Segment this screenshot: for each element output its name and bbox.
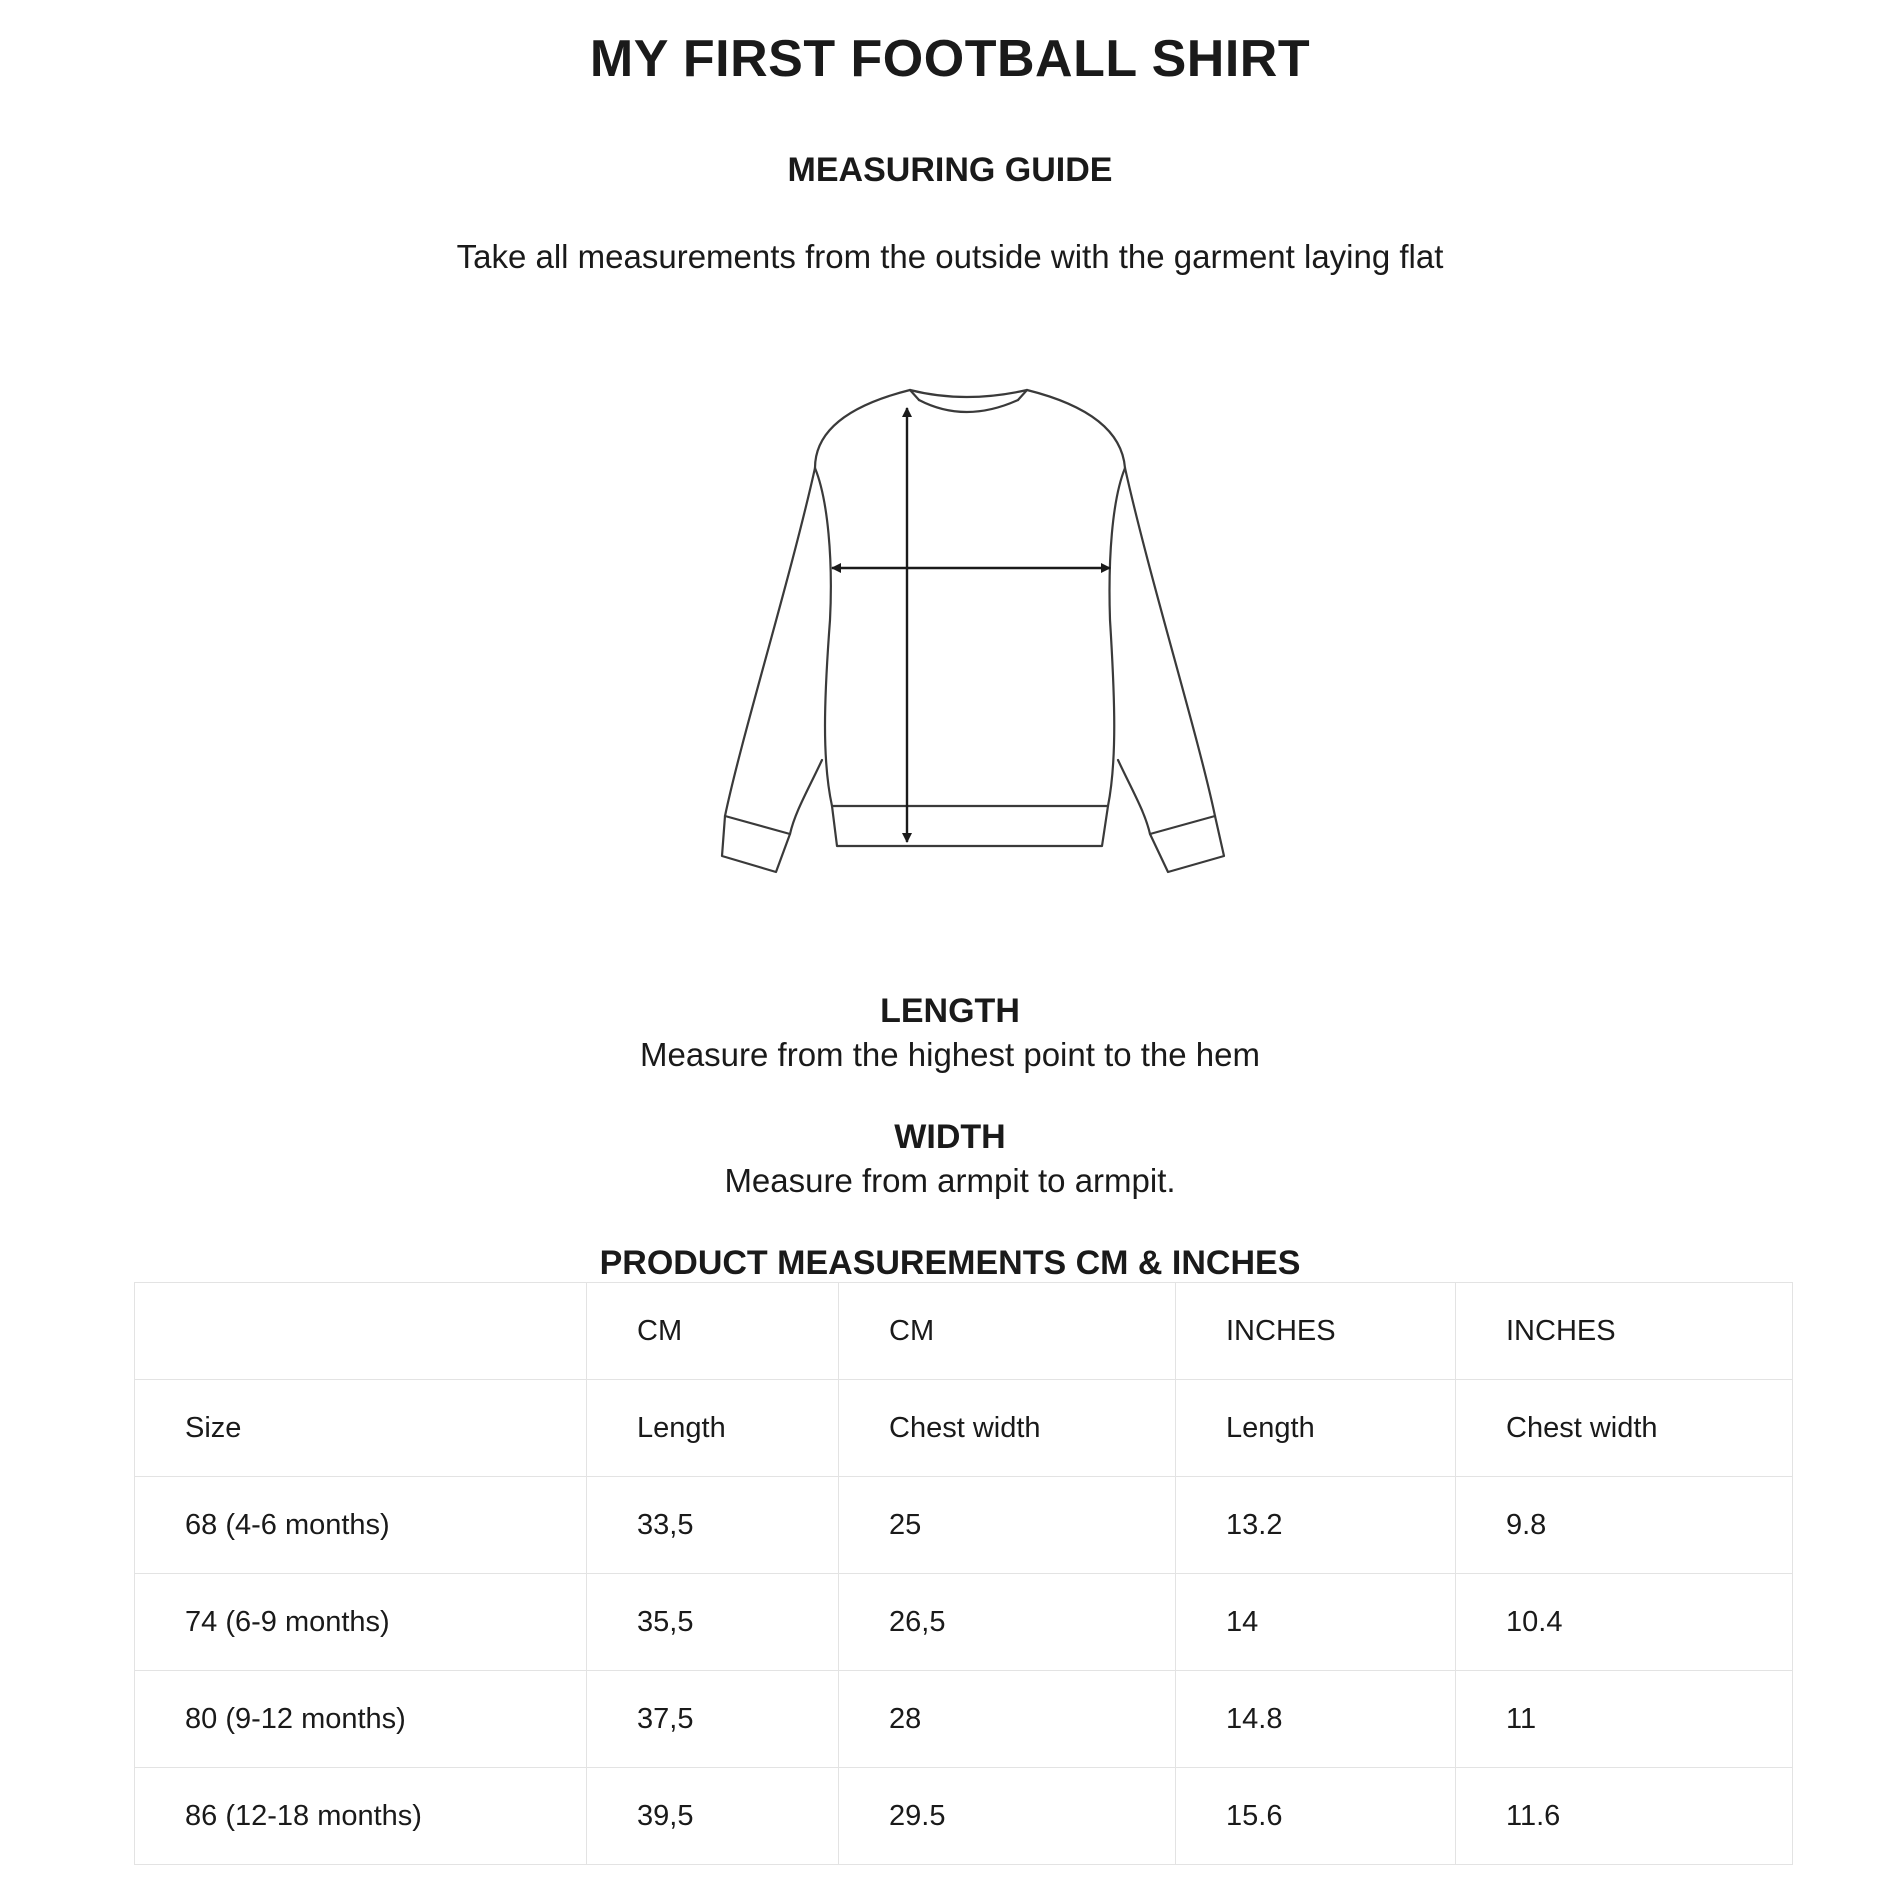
table-cell: 10.4 [1456,1574,1793,1671]
table-cell: 9.8 [1456,1477,1793,1574]
length-description: Measure from the highest point to the hem [639,1036,1260,1073]
column-header: Size [135,1380,587,1477]
table-cell: 15.6 [1176,1768,1456,1865]
column-header: Chest width [1456,1380,1793,1477]
table-row [135,1574,1793,1671]
table-caption: PRODUCT MEASUREMENTS CM & INCHES [599,1244,1301,1282]
table-cell: 33,5 [587,1477,839,1574]
page-title: MY FIRST FOOTBALL SHIRT [589,30,1311,88]
table-cell: CM [839,1283,1176,1380]
table-row [135,1768,1793,1865]
table-row [135,1671,1793,1768]
size-cell: 86 (12-18 months) [135,1768,587,1865]
length-term: LENGTH [880,992,1020,1030]
left-shoulder [815,390,910,468]
table-cell: 13.2 [1176,1477,1456,1574]
table-row [135,1477,1793,1574]
table-cell: 14 [1176,1574,1456,1671]
table-cell: 28 [839,1671,1176,1768]
size-table [134,1282,1793,1865]
table-cell: 37,5 [587,1671,839,1768]
hem-band [832,806,1108,846]
table-cell: INCHES [1176,1283,1456,1380]
table-cell: 11.6 [1456,1768,1793,1865]
width-term: WIDTH [894,1118,1006,1156]
column-header: Length [1176,1380,1456,1477]
left-sleeve-inner [790,760,822,834]
table-cell: CM [587,1283,839,1380]
table-cell: 14.8 [1176,1671,1456,1768]
header-row [135,1380,1793,1477]
size-cell: 80 (9-12 months) [135,1671,587,1768]
measuring-guide-intro: Take all measurements from the outside with the garment laying flat [456,238,1444,275]
left-cuff [722,816,790,872]
table-cell: 26,5 [839,1574,1176,1671]
table-cell: 25 [839,1477,1176,1574]
width-description: Measure from armpit to armpit. [724,1162,1176,1199]
right-sleeve-inner [1118,760,1150,834]
column-header: Length [587,1380,839,1477]
measuring-guide-heading: MEASURING GUIDE [787,151,1113,189]
body-left-seam [815,468,832,806]
body-right-seam [1108,468,1125,806]
table-cell: 39,5 [587,1768,839,1865]
right-shoulder [1027,390,1125,468]
table-cell: INCHES [1456,1283,1793,1380]
right-sleeve-outer [1125,468,1215,816]
unit-row [135,1283,1793,1380]
table-cell: 35,5 [587,1574,839,1671]
left-sleeve-outer [725,468,815,816]
right-cuff [1150,816,1224,872]
collar-outer [910,390,1027,397]
table-cell: 29.5 [839,1768,1176,1865]
table-cell [135,1283,587,1380]
collar-inner [919,400,1018,412]
column-header: Chest width [839,1380,1176,1477]
size-cell: 68 (4-6 months) [135,1477,587,1574]
size-cell: 74 (6-9 months) [135,1574,587,1671]
table-cell: 11 [1456,1671,1793,1768]
